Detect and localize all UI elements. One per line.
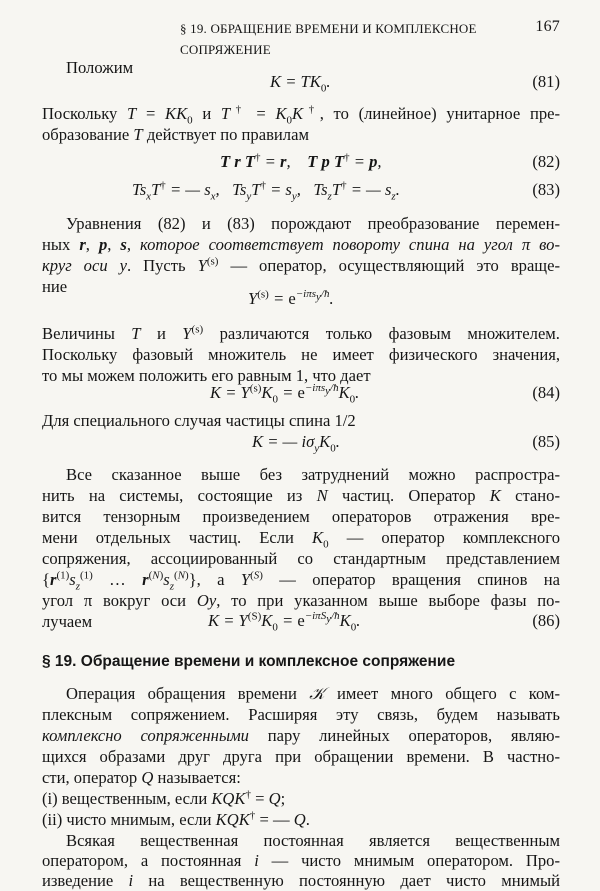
header-title: § 19. ОБРАЩЕНИЕ ВРЕМЕНИ И КОМПЛЕКСНОЕ СОПРЯЖЕНИЕ: [180, 21, 477, 57]
equation-81: $K = TK_0$. (81): [270, 72, 560, 95]
text-line: изведение i на вещественную постоянную дает чисто мнимый: [42, 871, 560, 890]
running-header: [0, 18, 560, 57]
section-heading: § 19. Обращение времени и комплексное сопряжение: [42, 653, 456, 670]
text-line: круг оси y. Пусть $Y^{(s)}$ — оператор, осуществляющий это враще-: [42, 255, 560, 275]
text-line: Величины T и $Y^{(s)}$ различаются только фазовым множителем.: [42, 323, 560, 343]
text-line: Операция обращения времени 𝒦 имеет много общего с ком-: [66, 684, 560, 703]
equation-label: (83): [532, 180, 560, 199]
equation-label: (86): [532, 611, 560, 630]
text-line: нить на системы, состоящие из N частиц. Оператор K стано-: [42, 486, 560, 505]
text-line: мени отдельных частиц. Если $K_0$ — оператор комплексного: [42, 528, 560, 551]
text-line: ние: [42, 277, 68, 296]
text-line: лучаем: [42, 612, 93, 631]
equation-label: (82): [532, 152, 560, 171]
equation-86: $K = Y^{(S)}K_0 = e^{-i\pi S_y/ħ}K_0$. (86): [208, 610, 560, 634]
text-line: сопряжения, ассоциированный со стандартным представлением: [42, 549, 560, 568]
equation-84: $K = Y^{(s)}K_0 = e^{-i\pi s_y/ħ}K_0$. (84): [210, 382, 560, 406]
list-item-real: (i) вещественным, если KQK† = Q;: [42, 788, 286, 808]
text-line: комплексно сопряженными пару линейных операторов, являю-: [42, 726, 561, 745]
text-line: {$r^{(1)}s_z^{(1)}$ … $r^{(N)}s_z^{(N)}$}, а $Y^{(S)}$ — оператор вращения спинов на: [42, 569, 561, 593]
text-line: Положим: [66, 58, 134, 77]
text-line: сти, оператор Q называется:: [42, 768, 241, 787]
text-line: образование T действует по правилам: [42, 125, 309, 144]
equation-label: (81): [532, 72, 560, 91]
equation-label: (84): [532, 383, 560, 402]
equation-82: T r T† = r, T p T† = p, (82): [220, 151, 560, 171]
text-line: щихся образами друг друга при обращении времени. В частно-: [42, 747, 560, 766]
text-line: плексным сопряжением. Расширяя эту связь, будем называть: [42, 705, 560, 724]
equation-rotation: $Y^{(s)} = e^{-i\pi s_y/ħ}$.: [248, 288, 334, 308]
text-line: Все сказанное выше без затруднений можно распростра-: [66, 465, 560, 484]
text-line: Для специального случая частицы спина 1/2: [42, 411, 356, 430]
text-line: Всякая вещественная постоянная является вещественным: [66, 831, 560, 850]
equation-85: K = — $i\sigma_yK_0$. (85): [252, 432, 560, 455]
equation-83: $Ts_xT^\dagger$ = — $s_x$, $Ts_yT^\dagger = s_y$, $Ts_zT^\dagger$ = — $s_z$. (83): [132, 179, 560, 203]
text-line: ных r, p, s, которое соответствует повороту спина на угол π во-: [42, 235, 560, 254]
text-line: угол π вокруг оси Oy, то при указанном выше выборе фазы по-: [42, 591, 561, 610]
text-line: вится тензорным произведением операторов отражения вре-: [42, 507, 560, 526]
text-line: Поскольку фазовый множитель не имеет физического значения,: [42, 345, 560, 364]
text-line: то мы можем положить его равным 1, что дает: [42, 366, 371, 385]
text-line: оператором, а постоянная i — чисто мнимым оператором. Про-: [42, 851, 560, 870]
list-item-imaginary: (ii) чисто мнимым, если KQK† = — Q.: [42, 809, 310, 829]
text-line: Поскольку $T = KK_0$ и $T^\dagger = K_0K^\dagger$, то (линейное) унитарное пре-: [42, 103, 561, 127]
text-line: Уравнения (82) и (83) порождают преобразование перемен-: [66, 214, 560, 233]
page-number: 167: [535, 18, 560, 35]
equation-label: (85): [532, 432, 560, 451]
